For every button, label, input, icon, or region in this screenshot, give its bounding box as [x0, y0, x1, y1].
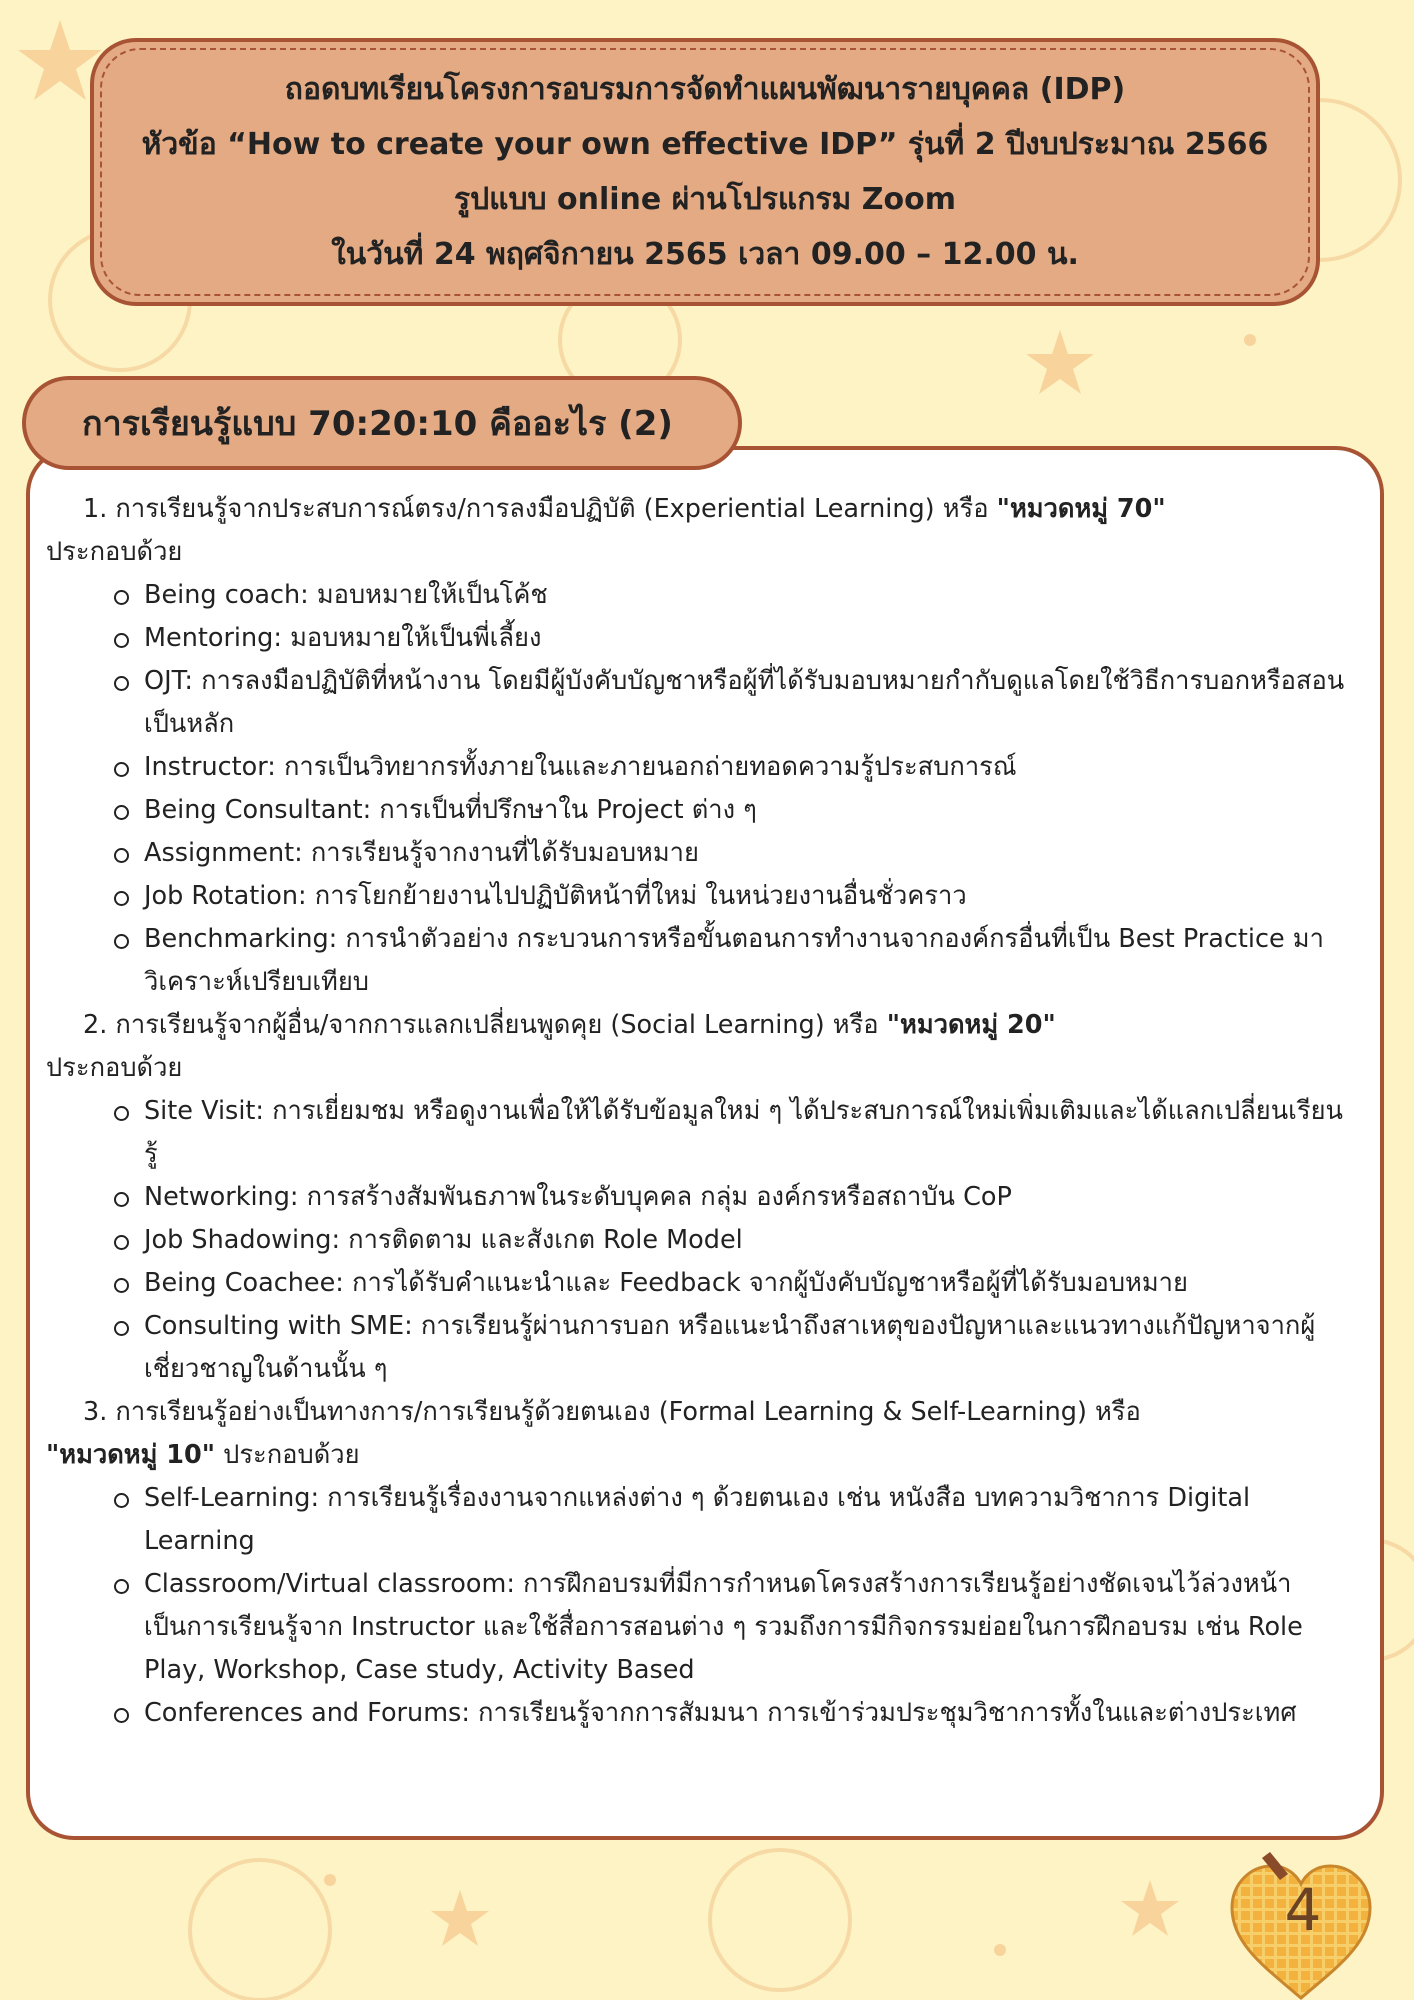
list-item: Instructor: การเป็นวิทยากรทั้งภายในและภายนอกถ่ายทอดความรู้ประสบการณ์: [144, 746, 1356, 789]
list-item: Being Consultant: การเป็นที่ปรึกษาใน Project ต่าง ๆ: [144, 789, 1356, 832]
group-3-heading: 3. การเรียนรู้อย่างเป็นทางการ/การเรียนรู้ด้วยตนเอง (Formal Learning & Self-Learning) หรือ: [83, 1397, 1141, 1427]
group-3-tail: ประกอบด้วย: [215, 1440, 360, 1470]
list-item: Being coach: มอบหมายให้เป็นโค้ช: [144, 574, 1356, 617]
group-3-tail-line: [46, 1434, 1356, 1477]
list-item: Being Coachee: การได้รับคำแนะนำและ Feedback จากผู้บังคับบัญชาหรือผู้ที่ได้รับมอบหมาย: [144, 1262, 1356, 1305]
list-item: Networking: การสร้างสัมพันธภาพในระดับบุคคล กลุ่ม องค์กรหรือสถาบัน CoP: [144, 1176, 1356, 1219]
list-item: Assignment: การเรียนรู้จากงานที่ได้รับมอบหมาย: [144, 832, 1356, 875]
header-line-4: ในวันที่ 24 พฤศจิกายน 2565 เวลา 09.00 – 12.00 น.: [331, 237, 1079, 272]
content-body: [46, 488, 1356, 1735]
group-1-label: "หมวดหมู่ 70": [996, 494, 1166, 524]
header-line-3: รูปแบบ online ผ่านโปรแกรม Zoom: [454, 182, 956, 217]
list-item: Mentoring: มอบหมายให้เป็นพี่เลี้ยง: [144, 617, 1356, 660]
group-1-intro: 1. การเรียนรู้จากประสบการณ์ตรง/การลงมือปฏิบัติ (Experiential Learning) หรือ: [83, 494, 997, 524]
group-3-list: [46, 1477, 1356, 1735]
group-1-tail: ประกอบด้วย: [46, 537, 183, 567]
list-item: Self-Learning: การเรียนรู้เรื่องงานจากแหล่งต่าง ๆ ด้วยตนเอง เช่น หนังสือ บทความวิชาการ Digital Learning: [144, 1477, 1356, 1563]
list-item: OJT: การลงมือปฏิบัติที่หน้างาน โดยมีผู้บังคับบัญชาหรือผู้ที่ได้รับมอบหมายกำกับดูแลโดยใช้วิธีการบอกหรือสอนเป็นหลัก: [144, 660, 1356, 746]
group-2-heading: [46, 1004, 1356, 1047]
group-2-list: [46, 1090, 1356, 1391]
group-1-list: [46, 574, 1356, 1004]
header-line-2: หัวข้อ “How to create your own effective IDP” รุ่นที่ 2 ปีงบประมาณ 2566: [141, 127, 1269, 162]
group-1-heading: [46, 488, 1356, 531]
list-item: Job Rotation: การโยกย้ายงานไปปฏิบัติหน้าที่ใหม่ ในหน่วยงานอื่นชั่วคราว: [144, 875, 1356, 918]
list-item: Job Shadowing: การติดตาม และสังเกต Role Model: [144, 1219, 1356, 1262]
list-item: Site Visit: การเยี่ยมชม หรือดูงานเพื่อให้ได้รับข้อมูลใหม่ ๆ ได้ประสบการณ์ใหม่เพิ่มเติมและได้แลกเปลี่ยนเรียนรู้: [144, 1090, 1356, 1176]
list-item: Consulting with SME: การเรียนรู้ผ่านการบอก หรือแนะนำถึงสาเหตุของปัญหาและแนวทางแก้ปัญหาจากผู้เชี่ยวชาญในด้านนั้น ๆ: [144, 1305, 1356, 1391]
header-banner: [90, 38, 1320, 306]
list-item: Benchmarking: การนำตัวอย่าง กระบวนการหรือขั้นตอนการทำงานจากองค์กรอื่นที่เป็น Best Practice มาวิเคราะห์เปรียบเทียบ: [144, 918, 1356, 1004]
group-2-tail: ประกอบด้วย: [46, 1053, 183, 1083]
group-2-intro: 2. การเรียนรู้จากผู้อื่น/จากการแลกเปลี่ยนพูดคุย (Social Learning) หรือ: [83, 1010, 887, 1040]
section-title-tab: [22, 376, 742, 470]
header-line-1: ถอดบทเรียนโครงการอบรมการจัดทำแผนพัฒนารายบุคคล (IDP): [284, 72, 1126, 107]
section-title: การเรียนรู้แบบ 70:20:10 คืออะไร (2): [82, 404, 673, 444]
list-item: Conferences and Forums: การเรียนรู้จากการสัมมนา การเข้าร่วมประชุมวิชาการทั้งในและต่างประเทศ: [144, 1692, 1356, 1735]
group-3-label: "หมวดหมู่ 10": [46, 1440, 216, 1470]
list-item: Classroom/Virtual classroom: การฝึกอบรมที่มีการกำหนดโครงสร้างการเรียนรู้อย่างชัดเจนไว้ล่วงหน้า เป็นการเรียนรู้จาก Instructor และใช้สื่อการสอนต่าง ๆ รวมถึงการมีกิจกรรมย่อยในการฝึกอบรม เช่น Role Play, Workshop, Case study, Activity Based: [144, 1563, 1356, 1692]
page-number: 4: [1284, 1876, 1322, 1944]
group-2-label: "หมวดหมู่ 20": [886, 1010, 1056, 1040]
